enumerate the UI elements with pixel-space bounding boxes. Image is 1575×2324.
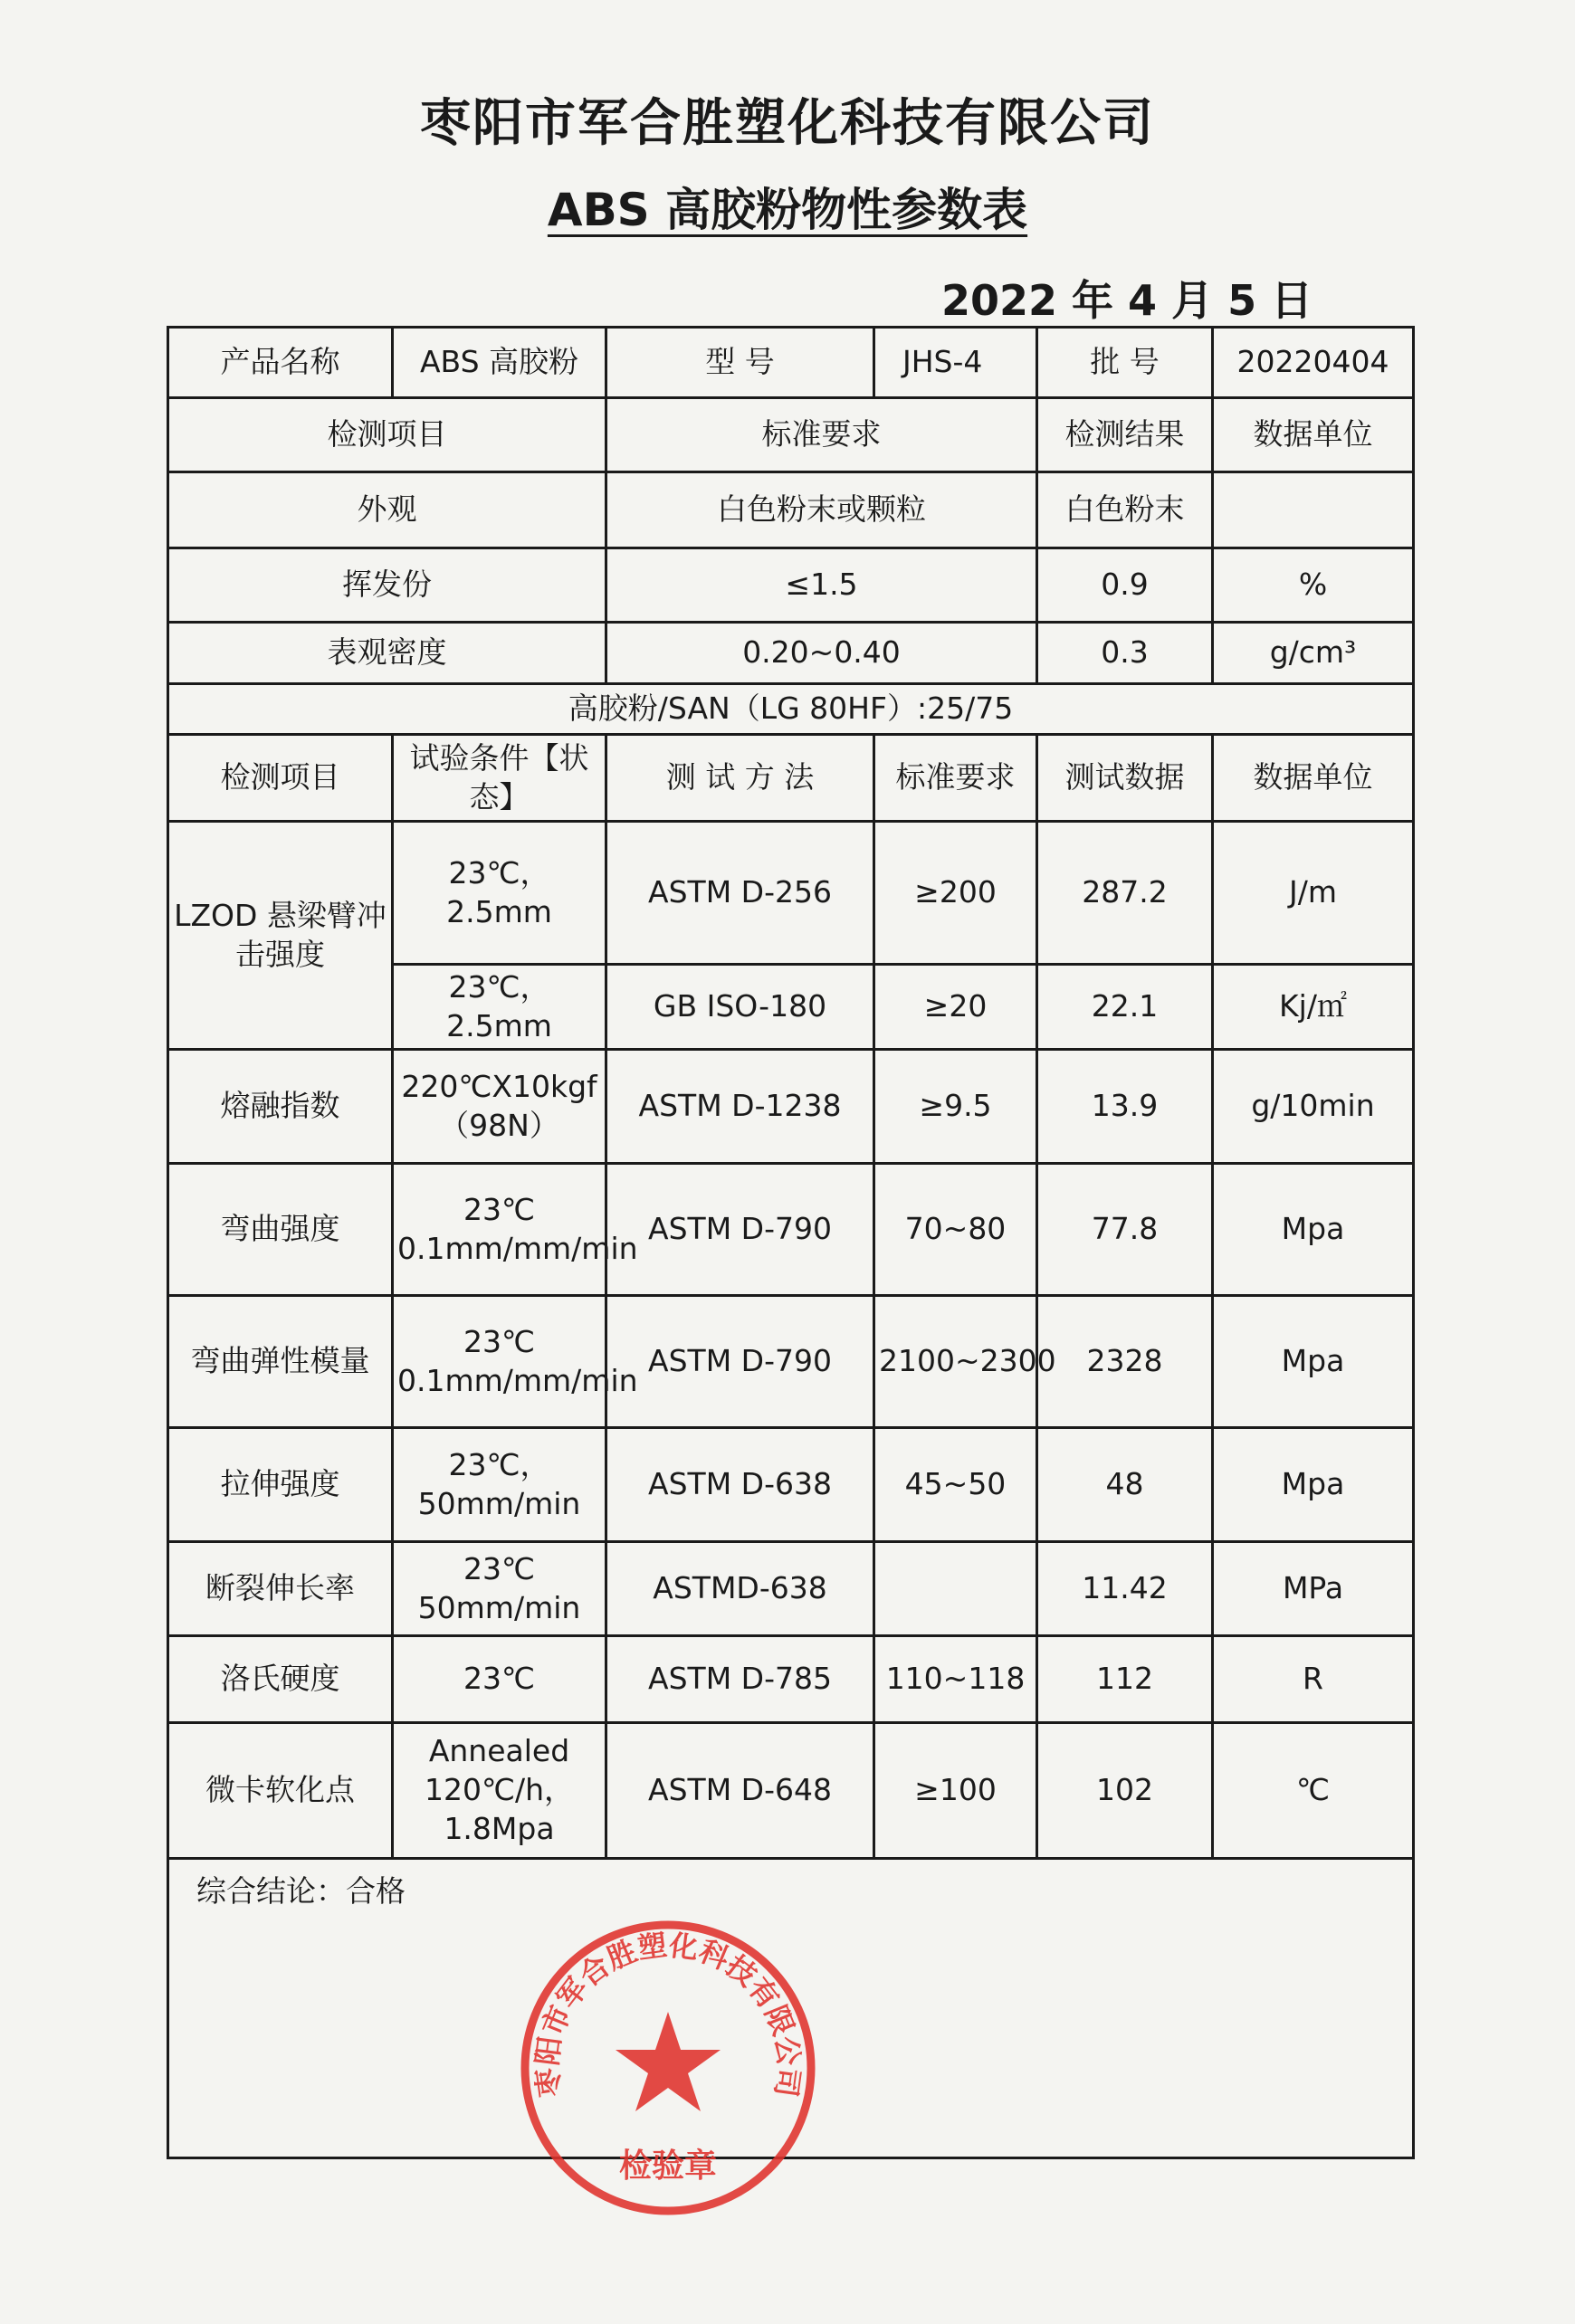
test-row (168, 1542, 1414, 1636)
model-value: JHS-4 (874, 328, 1037, 398)
basic-header-row (168, 398, 1414, 472)
blend-row (168, 684, 1414, 735)
test-unit: R (1213, 1636, 1414, 1723)
model-label: 型 号 (606, 328, 874, 398)
basic-row (168, 548, 1414, 623)
test-item-izod: LZOD 悬梁臂冲击强度 (168, 822, 393, 1050)
test-unit: Mpa (1213, 1428, 1414, 1542)
basic-header-unit: 数据单位 (1213, 398, 1414, 472)
test-data: 77.8 (1037, 1164, 1213, 1296)
basic-requirement: ≤1.5 (606, 548, 1037, 623)
test-item: 洛氏硬度 (168, 1636, 393, 1723)
company-name: 枣阳市军合胜塑化科技有限公司 (420, 94, 1155, 153)
test-data: 13.9 (1037, 1050, 1213, 1164)
test-item: 弯曲弹性模量 (168, 1296, 393, 1428)
test-method: ASTM D-790 (606, 1164, 874, 1296)
parameter-table (167, 326, 1415, 2159)
test-row (168, 1296, 1414, 1428)
test-condition: 23℃ 0.1mm/mm/min (393, 1296, 606, 1428)
test-row (168, 1723, 1414, 1859)
tests-header-data: 测试数据 (1037, 735, 1213, 822)
basic-result: 0.3 (1037, 623, 1213, 684)
test-method: ASTM D-638 (606, 1428, 874, 1542)
test-unit: MPa (1213, 1542, 1414, 1636)
test-method: ASTM D-1238 (606, 1050, 874, 1164)
test-requirement: 45~50 (874, 1428, 1037, 1542)
basic-row (168, 472, 1414, 548)
test-unit: J/m (1213, 822, 1414, 965)
basic-requirement: 0.20~0.40 (606, 623, 1037, 684)
blend-title: 高胶粉/SAN（LG 80HF）:25/75 (168, 684, 1414, 735)
seal-star-icon (616, 2012, 721, 2111)
test-unit: Kj/㎡ (1213, 965, 1414, 1050)
test-data: 48 (1037, 1428, 1213, 1542)
basic-header-item: 检测项目 (168, 398, 606, 472)
test-data: 2328 (1037, 1296, 1213, 1428)
basic-header-result: 检测结果 (1037, 398, 1213, 472)
test-item: 拉伸强度 (168, 1428, 393, 1542)
tests-header-requirement: 标准要求 (874, 735, 1037, 822)
test-requirement: 70~80 (874, 1164, 1037, 1296)
seal-subtext: 检验章 (618, 2148, 718, 2185)
test-unit: ℃ (1213, 1723, 1414, 1859)
test-row (168, 822, 1414, 965)
test-row (168, 1636, 1414, 1723)
test-condition: 23℃ 50mm/min (393, 1542, 606, 1636)
test-item: 熔融指数 (168, 1050, 393, 1164)
test-requirement (874, 1542, 1037, 1636)
basic-item: 表观密度 (168, 623, 606, 684)
test-requirement: ≥9.5 (874, 1050, 1037, 1164)
product-name-label: 产品名称 (168, 328, 393, 398)
test-item: 微卡软化点 (168, 1723, 393, 1859)
test-data: 11.42 (1037, 1542, 1213, 1636)
product-name-value: ABS 高胶粉 (393, 328, 606, 398)
document-title: ABS 高胶粉物性参数表 (547, 184, 1028, 236)
test-row (168, 1428, 1414, 1542)
basic-row (168, 623, 1414, 684)
test-row (168, 1050, 1414, 1164)
test-method: GB ISO-180 (606, 965, 874, 1050)
test-requirement: 2100~2300 (874, 1296, 1037, 1428)
test-requirement: ≥20 (874, 965, 1037, 1050)
test-item: 断裂伸长率 (168, 1542, 393, 1636)
basic-result: 白色粉末 (1037, 472, 1213, 548)
test-unit: g/10min (1213, 1050, 1414, 1164)
test-method: ASTM D-790 (606, 1296, 874, 1428)
test-condition: 220℃X10kgf（98N） (393, 1050, 606, 1164)
test-condition: Annealed 120℃/h，1.8Mpa (393, 1723, 606, 1859)
test-requirement: ≥200 (874, 822, 1037, 965)
basic-header-requirement: 标准要求 (606, 398, 1037, 472)
basic-item: 外观 (168, 472, 606, 548)
test-item: 弯曲强度 (168, 1164, 393, 1296)
basic-requirement: 白色粉末或颗粒 (606, 472, 1037, 548)
test-data: 112 (1037, 1636, 1213, 1723)
tests-header-row (168, 735, 1414, 822)
test-method: ASTM D-648 (606, 1723, 874, 1859)
test-requirement: ≥100 (874, 1723, 1037, 1859)
conclusion-text: 综合结论：合格 (196, 1873, 406, 1909)
test-requirement: 110~118 (874, 1636, 1037, 1723)
document-date: 2022 年 4 月 5 日 (941, 276, 1313, 325)
tests-header-condition: 试验条件【状态】 (393, 735, 606, 822)
test-data: 102 (1037, 1723, 1213, 1859)
inspection-seal (514, 1914, 822, 2222)
tests-header-method: 测 试 方 法 (606, 735, 874, 822)
product-info-row (168, 328, 1414, 398)
test-method: ASTM D-785 (606, 1636, 874, 1723)
basic-unit (1213, 472, 1414, 548)
test-data: 22.1 (1037, 965, 1213, 1050)
batch-label: 批 号 (1037, 328, 1213, 398)
tests-header-unit: 数据单位 (1213, 735, 1414, 822)
test-condition: 23℃，50mm/min (393, 1428, 606, 1542)
test-unit: Mpa (1213, 1296, 1414, 1428)
basic-item: 挥发份 (168, 548, 606, 623)
basic-unit: % (1213, 548, 1414, 623)
test-condition: 23℃ (393, 1636, 606, 1723)
test-row (168, 1164, 1414, 1296)
basic-unit: g/cm³ (1213, 623, 1414, 684)
test-condition: 23℃，2.5mm (393, 822, 606, 965)
test-condition: 23℃ 0.1mm/mm/min (393, 1164, 606, 1296)
seal-ring-text: 枣阳市军合胜塑化科技有限公司 (530, 1928, 807, 2100)
test-method: ASTMD-638 (606, 1542, 874, 1636)
batch-value: 20220404 (1213, 328, 1414, 398)
test-method: ASTM D-256 (606, 822, 874, 965)
test-unit: Mpa (1213, 1164, 1414, 1296)
basic-result: 0.9 (1037, 548, 1213, 623)
test-condition: 23℃，2.5mm (393, 965, 606, 1050)
test-data: 287.2 (1037, 822, 1213, 965)
tests-header-item: 检测项目 (168, 735, 393, 822)
